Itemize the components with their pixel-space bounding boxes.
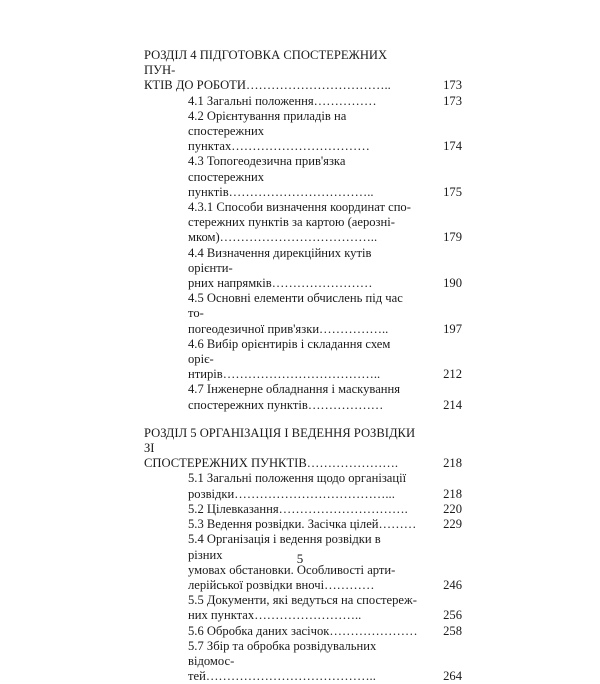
toc-item-text: 4.4 Визначення дирекційних кутів орієнти-: [188, 245, 372, 275]
toc-item-page: 256: [443, 608, 462, 623]
toc-item-4-6: [144, 337, 462, 383]
section-5-title-line2: СПОСТЕРЕЖНИХ ПУНКТІВ………………….: [144, 456, 399, 471]
toc-item-text: стережних пунктів за картою (аерознi-: [188, 215, 395, 230]
toc-item-text: розвідки………………………………...: [188, 486, 395, 501]
toc-item-text: пунктів……………………………..: [188, 184, 374, 199]
toc-item-text: 5.6 Обробка даних засічок…………………: [188, 623, 418, 638]
table-of-contents: [144, 48, 462, 684]
toc-item-5-5: [144, 593, 462, 623]
toc-item-5-6: [144, 624, 462, 639]
section-4-page: 173: [443, 78, 462, 93]
toc-item-text: 4.3.1 Способи визначення координат спо-: [188, 200, 411, 215]
toc-item-page: 179: [443, 230, 462, 245]
toc-section-4: [144, 48, 462, 94]
toc-item-text: 5.7 Збір та обробка розвідувальних відомос-: [188, 638, 377, 668]
toc-item-4-2: [144, 109, 462, 155]
toc-item-text: лерійської розвідки вночі…………: [188, 577, 375, 592]
toc-item-page: 197: [443, 321, 462, 336]
toc-item-5-1: [144, 471, 462, 501]
toc-item-text: 5.1 Загальні положення щодо організації: [188, 471, 407, 486]
toc-item-text: спостережних пунктів………………: [188, 397, 384, 412]
toc-section-5: [144, 426, 462, 472]
toc-item-4-7: [144, 382, 462, 412]
toc-item-page: 190: [443, 276, 462, 291]
toc-item-text: 5.4 Організація і ведення розвідки в різних: [188, 532, 381, 562]
toc-item-text: 5.3 Ведення розвідки. Засічка цілей………: [188, 517, 417, 532]
toc-item-page: 246: [443, 577, 462, 592]
toc-item-page: 229: [443, 517, 462, 532]
page-number: 5: [296, 551, 304, 566]
toc-item-5-7: [144, 639, 462, 684]
toc-item-4-1: [144, 94, 462, 109]
toc-item-5-3: [144, 517, 462, 532]
toc-item-4-5: [144, 291, 462, 337]
toc-item-text: мком)………………………………..: [188, 230, 378, 245]
toc-item-text: пунктах……………………………: [188, 139, 370, 154]
toc-item-4-3: [144, 154, 462, 200]
toc-item-text: них пунктах……………………..: [188, 608, 362, 623]
toc-item-text: 4.3 Топогеодезична прив'язка спостережних: [188, 154, 346, 184]
section-4-title-line1: РОЗДІЛ 4 ПІДГОТОВКА СПОСТЕРЕЖНИХ ПУН-: [144, 48, 388, 78]
toc-item-4-3-1: [144, 200, 462, 246]
toc-item-page: 258: [443, 623, 462, 638]
section-gap: [144, 413, 462, 426]
toc-item-text: 4.7 Інженерне обладнання і маскування: [188, 382, 401, 397]
section-5-title-line1: РОЗДІЛ 5 ОРГАНІЗАЦІЯ І ВЕДЕННЯ РОЗВІДКИ ЗІ: [144, 425, 416, 456]
toc-item-5-2: [144, 502, 462, 517]
toc-item-page: 174: [443, 139, 462, 154]
toc-item-text: рних напрямків……………………: [188, 276, 373, 291]
toc-item-text: тей…………………………………..: [188, 669, 376, 684]
toc-item-text: нтирів………………………………..: [188, 367, 381, 382]
toc-item-page: 264: [443, 669, 462, 684]
toc-item-text: 5.2 Цілевказання………………………….: [188, 501, 408, 516]
toc-item-text: 4.6 Вибір орієнтирів і складання схем оріє-: [188, 336, 391, 367]
toc-item-4-4: [144, 246, 462, 292]
toc-item-page: 218: [443, 486, 462, 501]
toc-item-text: 5.5 Документи, які ведуться на спостереж-: [188, 593, 417, 608]
toc-item-page: 212: [443, 367, 462, 382]
toc-item-page: 175: [443, 184, 462, 199]
section-5-page: 218: [443, 456, 462, 471]
toc-item-page: 214: [443, 397, 462, 412]
toc-item-text: 4.1 Загальні положення……………: [188, 93, 377, 108]
toc-item-page: 220: [443, 501, 462, 516]
toc-item-text: умовах обстановки. Особливості арти-: [188, 562, 396, 577]
section-4-title-line2: КТІВ ДО РОБОТИ……………………………..: [144, 78, 391, 93]
toc-item-text: 4.2 Орієнтування приладів на спостережних: [188, 108, 347, 139]
toc-item-text: погеодезичної прив'язки……………..: [188, 321, 389, 336]
toc-item-page: 173: [443, 93, 462, 108]
toc-item-text: 4.5 Основні елементи обчислень під час то-: [188, 291, 403, 321]
